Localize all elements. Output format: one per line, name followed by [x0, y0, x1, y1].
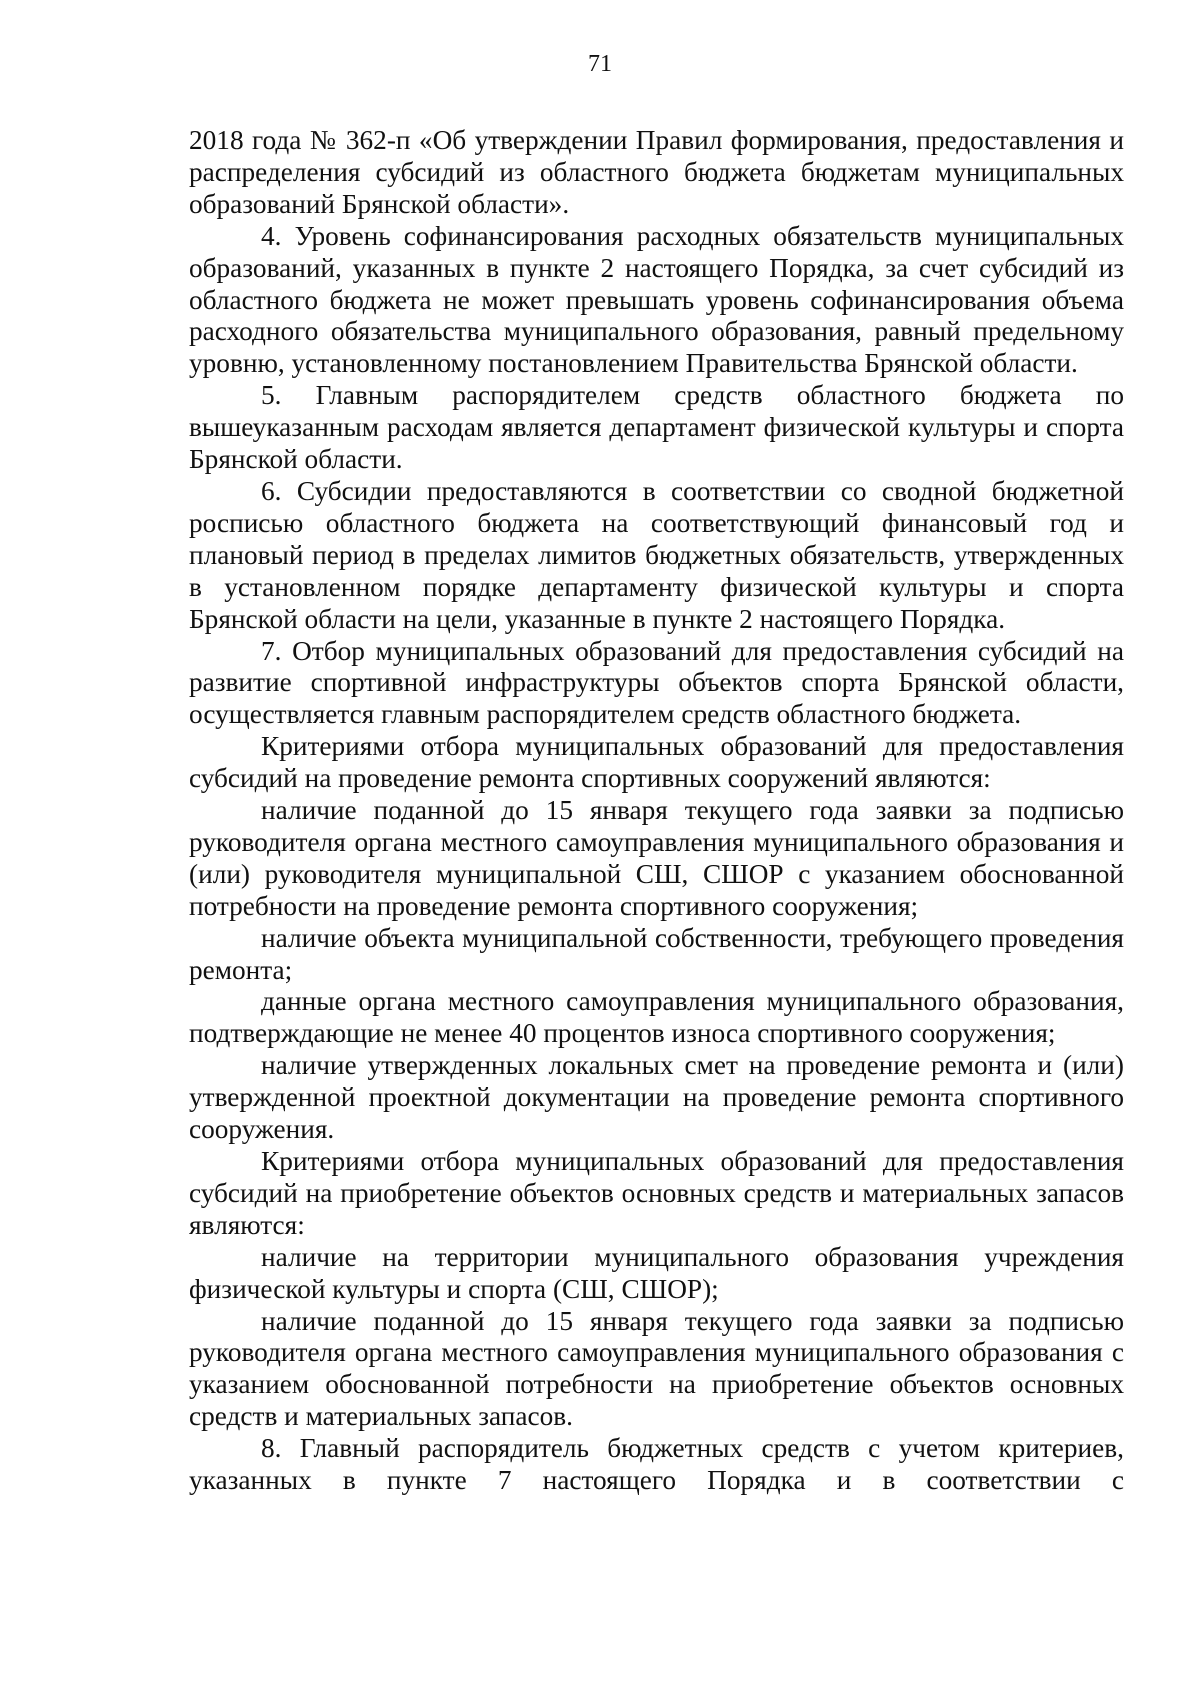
paragraph-repair-criteria-intro: Критериями отбора муниципальных образований для предоставления субсидий на проведение ремонта спортивных сооружений являются: — [189, 731, 1124, 794]
paragraph-purchase-criteria-intro: Критериями отбора муниципальных образований для предоставления субсидий на приобретение объектов основных средств и материальных запасов являются: — [189, 1146, 1124, 1240]
paragraph-repair-criterion-object: наличие объекта муниципальной собственности, требующего проведения ремонта; — [189, 922, 1124, 985]
paragraph-purchase-criterion-institution: наличие на территории муниципального образования учреждения физической культуры и спорта (СШ, СШОР); — [189, 1241, 1124, 1304]
paragraph-item-8: 8. Главный распорядитель бюджетных средств с учетом критериев, указанных в пункте 7 настоящего Порядка и в соответствии с — [189, 1433, 1124, 1496]
paragraph-purchase-criterion-application: наличие поданной до 15 января текущего года заявки за подписью руководителя органа местного самоуправления муниципального образования с указанием обоснованной потребности на приобретение объектов основных средств и материальных запасов. — [189, 1305, 1124, 1432]
paragraph-item-7: 7. Отбор муниципальных образований для предоставления субсидий на развитие спортивной инфраструктуры объектов спорта Брянской области, осуществляется главным распорядителем средств областного бюджета. — [189, 635, 1124, 730]
paragraph-repair-criterion-application: наличие поданной до 15 января текущего года заявки за подписью руководителя органа местного самоуправления муниципального образования и (или) руководителя муниципальной СШ, СШОР с указанием обоснованной потребности на проведение ремонта спортивного сооружения; — [189, 795, 1124, 921]
paragraph-item-5: 5. Главным распорядителем средств областного бюджета по вышеуказанным расходам является департамент физической культуры и спорта Брянской области. — [189, 380, 1124, 475]
document-body — [189, 125, 1124, 1497]
paragraph-item-4: 4. Уровень софинансирования расходных обязательств муниципальных образований, указанных в пункте 2 настоящего Порядка, за счет субсидий из областного бюджета не может превышать уровень софинансирования объема расходного обязательства муниципального образования, равный предельному уровню, установленному постановлением Правительства Брянской области. — [189, 220, 1124, 379]
paragraph-item-6: 6. Субсидии предоставляются в соответствии со сводной бюджетной росписью областного бюджета на соответствующий финансовый год и плановый период в пределах лимитов бюджетных обязательств, утвержденных в установленном порядке департаменту физической культуры и спорта Брянской области на цели, указанные в пункте 2 настоящего Порядка. — [189, 475, 1124, 634]
paragraph-continuation: 2018 года № 362-п «Об утверждении Правил формирования, предоставления и распределения субсидий из областного бюджета бюджетам муниципальных образований Брянской области». — [189, 125, 1124, 219]
paragraph-repair-criterion-wear: данные органа местного самоуправления муниципального образования, подтверждающие не менее 40 процентов износа спортивного сооружения; — [189, 986, 1124, 1049]
paragraph-repair-criterion-estimates: наличие утвержденных локальных смет на проведение ремонта и (или) утвержденной проектной документации на проведение ремонта спортивного сооружения. — [189, 1050, 1124, 1145]
page-number: 71 — [588, 51, 612, 77]
